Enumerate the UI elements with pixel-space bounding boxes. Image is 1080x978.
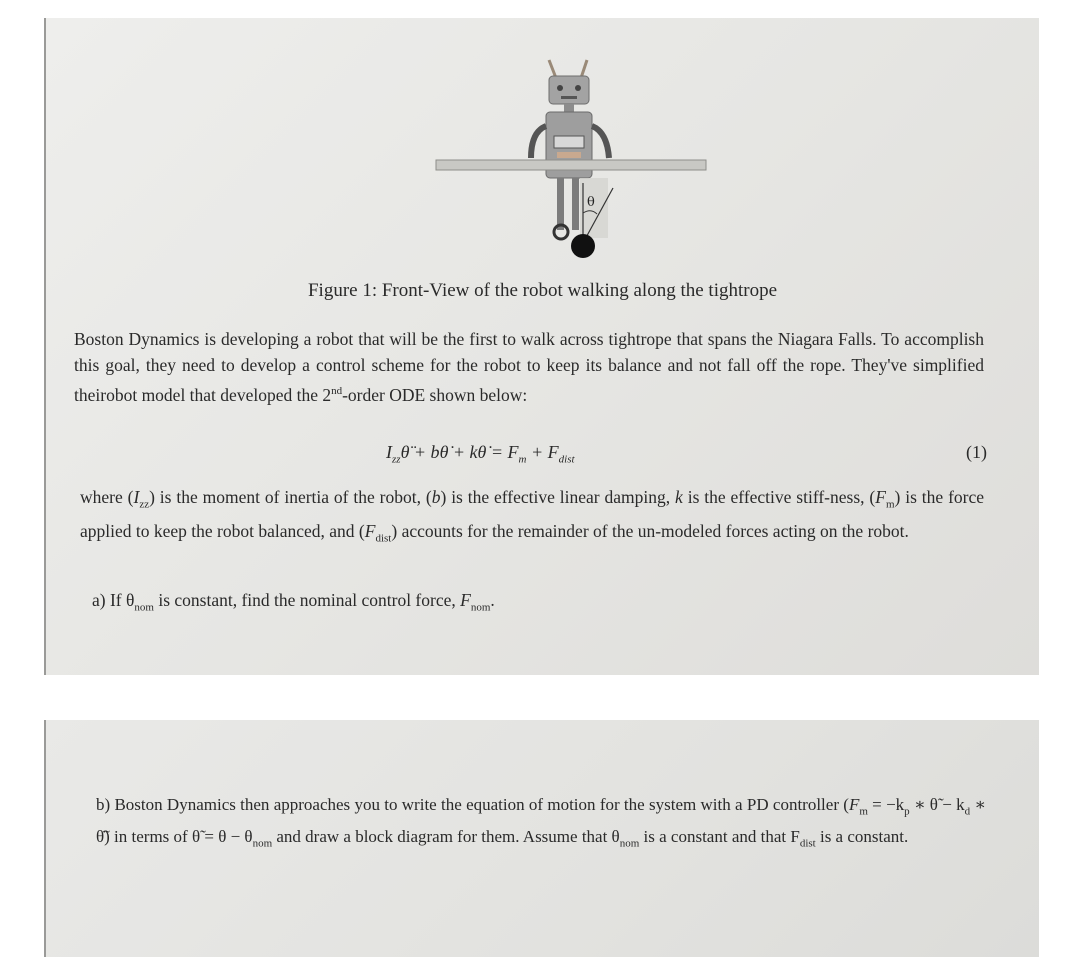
- equation-formula: $I_{zz}\thetä$ + bθ̇ + kθ̇ = $F_m + F_{dist}$: [386, 442, 575, 466]
- robot-arm-right: [592, 126, 609, 158]
- antenna-left: [549, 60, 556, 78]
- question-photo-bottom: [44, 720, 1039, 957]
- robot-leg-left: [557, 178, 564, 230]
- robot-leg-right: [572, 178, 579, 230]
- ball-mass: [571, 234, 595, 258]
- question-photo-top: [44, 18, 1039, 675]
- where-paragraph: where $(I_{zz})$ is the moment of inertia of the robot, (b) is the effective linear damping, k is the effective stiff-ness, $(F_m)$ is the force applied to keep the robot balanced, and $(F_{dist})$ accounts for the remainder of the un-modeled forces acting on the robot.: [80, 487, 985, 544]
- intro-paragraph: [74, 326, 984, 408]
- theta-label: θ: [587, 195, 595, 210]
- figure-caption: Figure 1: Front-View of the robot walking along the tightrope: [307, 280, 778, 301]
- intro-text-1: Boston Dynamics is developing a robot that will be the first to walk across tightrope that spans the Niagara Falls. To accomplish this goal, they need to develop a control scheme for the robot to keep its balance and not fall off the rope. They've simplified thei: [74, 329, 984, 405]
- balance-pole: [436, 160, 706, 170]
- superscript-nd: nd: [331, 385, 343, 397]
- intro-text-3: -order ODE shown below:: [342, 384, 528, 405]
- antenna-right: [581, 60, 587, 78]
- equation-number: (1): [966, 442, 987, 462]
- question-b: b) Boston Dynamics then approaches you to write the equation of motion for the system with a PD controller ($F_m = -k_p$ ∗ θ̃ − $k_d$ ∗ θ̃̇) in terms of θ̃ = $\theta - \theta_{nom}$ and draw a block diagram for them. Assume that $\theta_{nom}$ is a constant and that $F_{dist}$ is a constant.: [96, 795, 986, 850]
- robot-arm-left: [531, 126, 546, 158]
- question-a: a) If $\theta_{nom}$ is constant, find the nominal control force, $F_{nom}$.: [92, 590, 495, 614]
- robot-head: [549, 76, 589, 104]
- intro-text-2: robot model that developed the 2: [100, 384, 332, 405]
- robot-figure: [431, 48, 711, 258]
